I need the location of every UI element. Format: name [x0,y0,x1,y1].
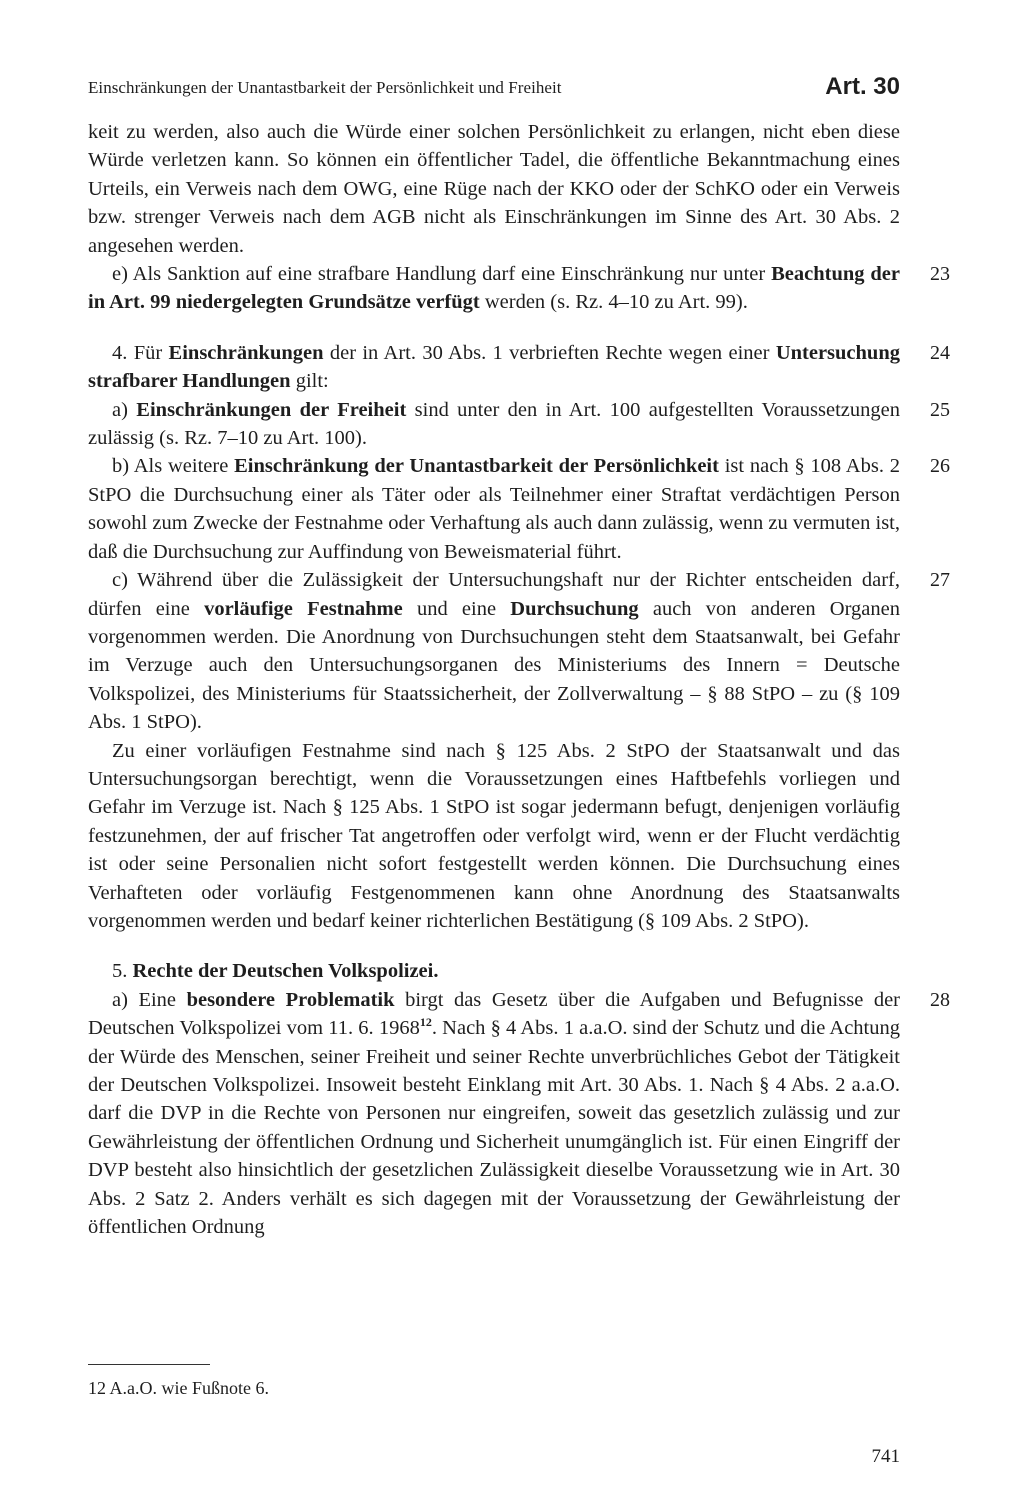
emphasis-text: Rechte der Deutschen Volkspolizei. [132,960,439,983]
paragraph [88,957,900,985]
body-text [88,118,950,1241]
emphasis-text: Einschränkungen [168,341,324,364]
margin-number: 23 [930,263,950,286]
text-run: Zu einer vorläufigen Festnahme sind nach § 125 Abs. 2 StPO der Staatsanwalt und das Untersuchungsorgan berechtigt, wenn die Voraussetzungen eines Haftbefehls vorliegen und Gefahr im Verzuge ist. Nach § 125 Abs. 1 StPO ist sogar jedermann befugt, denjenigen vorläufig festzunehmen, der auf frischer Tat angetroffen oder verfolgt wird, wenn er der Flucht verdächtig ist oder seine Personalien nicht sofort festgestellt werden können. Die Durchsuchung eines Verhafteten oder vorläufig Festgenommenen kann ohne Anordnung des Staatsanwalts vorgenommen werden und bedarf keiner richterlichen Bestätigung (§ 109 Abs. 2 StPO). [88,739,900,932]
text-run: e) Als Sanktion auf eine strafbare Handlung darf eine Einschränkung nur unter [112,263,772,286]
text-run: ist nach § 108 Abs. 2 StPO die Durchsuchung einer als Täter oder als Teilnehmer einer Straftat verdächtigen Person sowohl zum Zwecke der Festnahme oder Verhaftung als auch dann zulässig, wenn zu vermuten ist, daß die Durchsuchung zur Auffindung von Beweismaterial führt. [88,455,900,563]
paragraph [88,260,950,317]
running-header [88,74,900,104]
text-run: und eine [402,597,511,620]
paragraph [88,396,950,453]
margin-number: 27 [930,569,950,592]
page-number: 741 [871,1446,900,1467]
emphasis-text: Einschränkungen der Freiheit [136,398,407,421]
margin-number: 26 [930,455,950,478]
text-run: gilt: [290,370,329,393]
paragraph [88,339,950,396]
text-run: auch von anderen Organen vorgenommen werden. Die Anordnung von Durchsuchungen steht dem Staatsanwalt, bei Gefahr im Verzuge auch den Untersuchungsorganen des Ministeriums des Innern = Deutsche Volkspolizei, des Ministeriums für Staatssicherheit, der Zollverwaltung – § 88 StPO – zu (§ 109 Abs. 1 StPO). [88,597,900,734]
emphasis-text: Durchsuchung [510,597,639,620]
text-run: 5. [112,960,133,983]
paragraph [88,986,950,1242]
margin-number: 25 [930,398,950,421]
text-run: a) [112,398,137,421]
paragraph [88,452,950,566]
text-run: sind unter den in Art. 100 aufgestellten Voraussetzungen zulässig (s. Rz. 7–10 zu Art. 100). [88,398,900,450]
text-run: birgt das Gesetz über die Aufgaben und Befugnisse der Deutschen Volkspolizei vom 11. 6. 1968 [88,988,901,1040]
text-run: c) Während über die Zulässigkeit der Untersuchungshaft nur der Richter entscheiden darf, dürfen eine [88,569,900,620]
running-title: Einschränkungen der Unantastbarkeit der Persönlichkeit und Freiheit [88,78,562,97]
footnote-rule [88,1364,210,1365]
paragraph [88,566,950,736]
article-label: Art. 30 [825,73,900,100]
paragraph [88,737,900,936]
footnote-ref: 12 [419,1015,432,1030]
emphasis-text: Einschränkung der Unantastbarkeit der Persönlichkeit [234,455,719,478]
text-run: a) Eine [112,988,187,1011]
margin-number: 28 [930,988,950,1011]
text-run: der in Art. 30 Abs. 1 verbrieften Rechte wegen einer [323,341,776,364]
margin-number: 24 [930,341,950,364]
emphasis-text: vorläufige Festnahme [204,597,403,620]
text-run: 4. Für [112,341,169,364]
footnote: 12 A.a.O. wie Fußnote 6. [88,1378,269,1398]
text-run: werden (s. Rz. 4–10 zu Art. 99). [479,291,748,314]
emphasis-text: besondere Problematik [186,988,395,1011]
text-run: . Nach § 4 Abs. 1 a.a.O. sind der Schutz und die Achtung der Würde des Menschen, seiner Freiheit und seiner Rechte unverbrüchliches Gebot der Tätigkeit der Deutschen Volkspolizei. Insoweit besteht Einklang mit Art. 30 Abs. 1. Nach § 4 Abs. 2 a.a.O. darf die DVP in die Rechte von Personen nur eingreifen, soweit das gesetzlich zulässig und zur Gewährleistung der öffentlichen Ordnung und Sicherheit unumgänglich ist. Für einen Eingriff der DVP besteht also hinsichtlich der gesetzlichen Zulässigkeit dieselbe Voraussetzung wie in Art. 30 Abs. 2 Satz 2. Anders verhält es sich dagegen mit der Voraussetzung der Gewährleistung der öffentlichen Ordnung [88,1017,900,1239]
text-run: keit zu werden, also auch die Würde einer solchen Persönlichkeit zu erlangen, nicht eben diese Würde verletzen kann. So können ein öffentlicher Tadel, die öffentliche Bekanntmachung eines Urteils, ein Verweis nach dem OWG, eine Rüge nach der KKO oder der SchKO oder ein Verweis bzw. strenger Verweis nach dem AGB nicht als Einschränkungen im Sinne des Art. 30 Abs. 2 angesehen werden. [88,121,900,257]
emphasis-text: Untersuchung strafbarer Handlungen [88,341,900,393]
emphasis-text: Beachtung der in Art. 99 niedergelegten Grundsätze verfügt [88,263,900,314]
paragraph [88,118,900,260]
text-run: b) Als weitere [112,455,235,478]
